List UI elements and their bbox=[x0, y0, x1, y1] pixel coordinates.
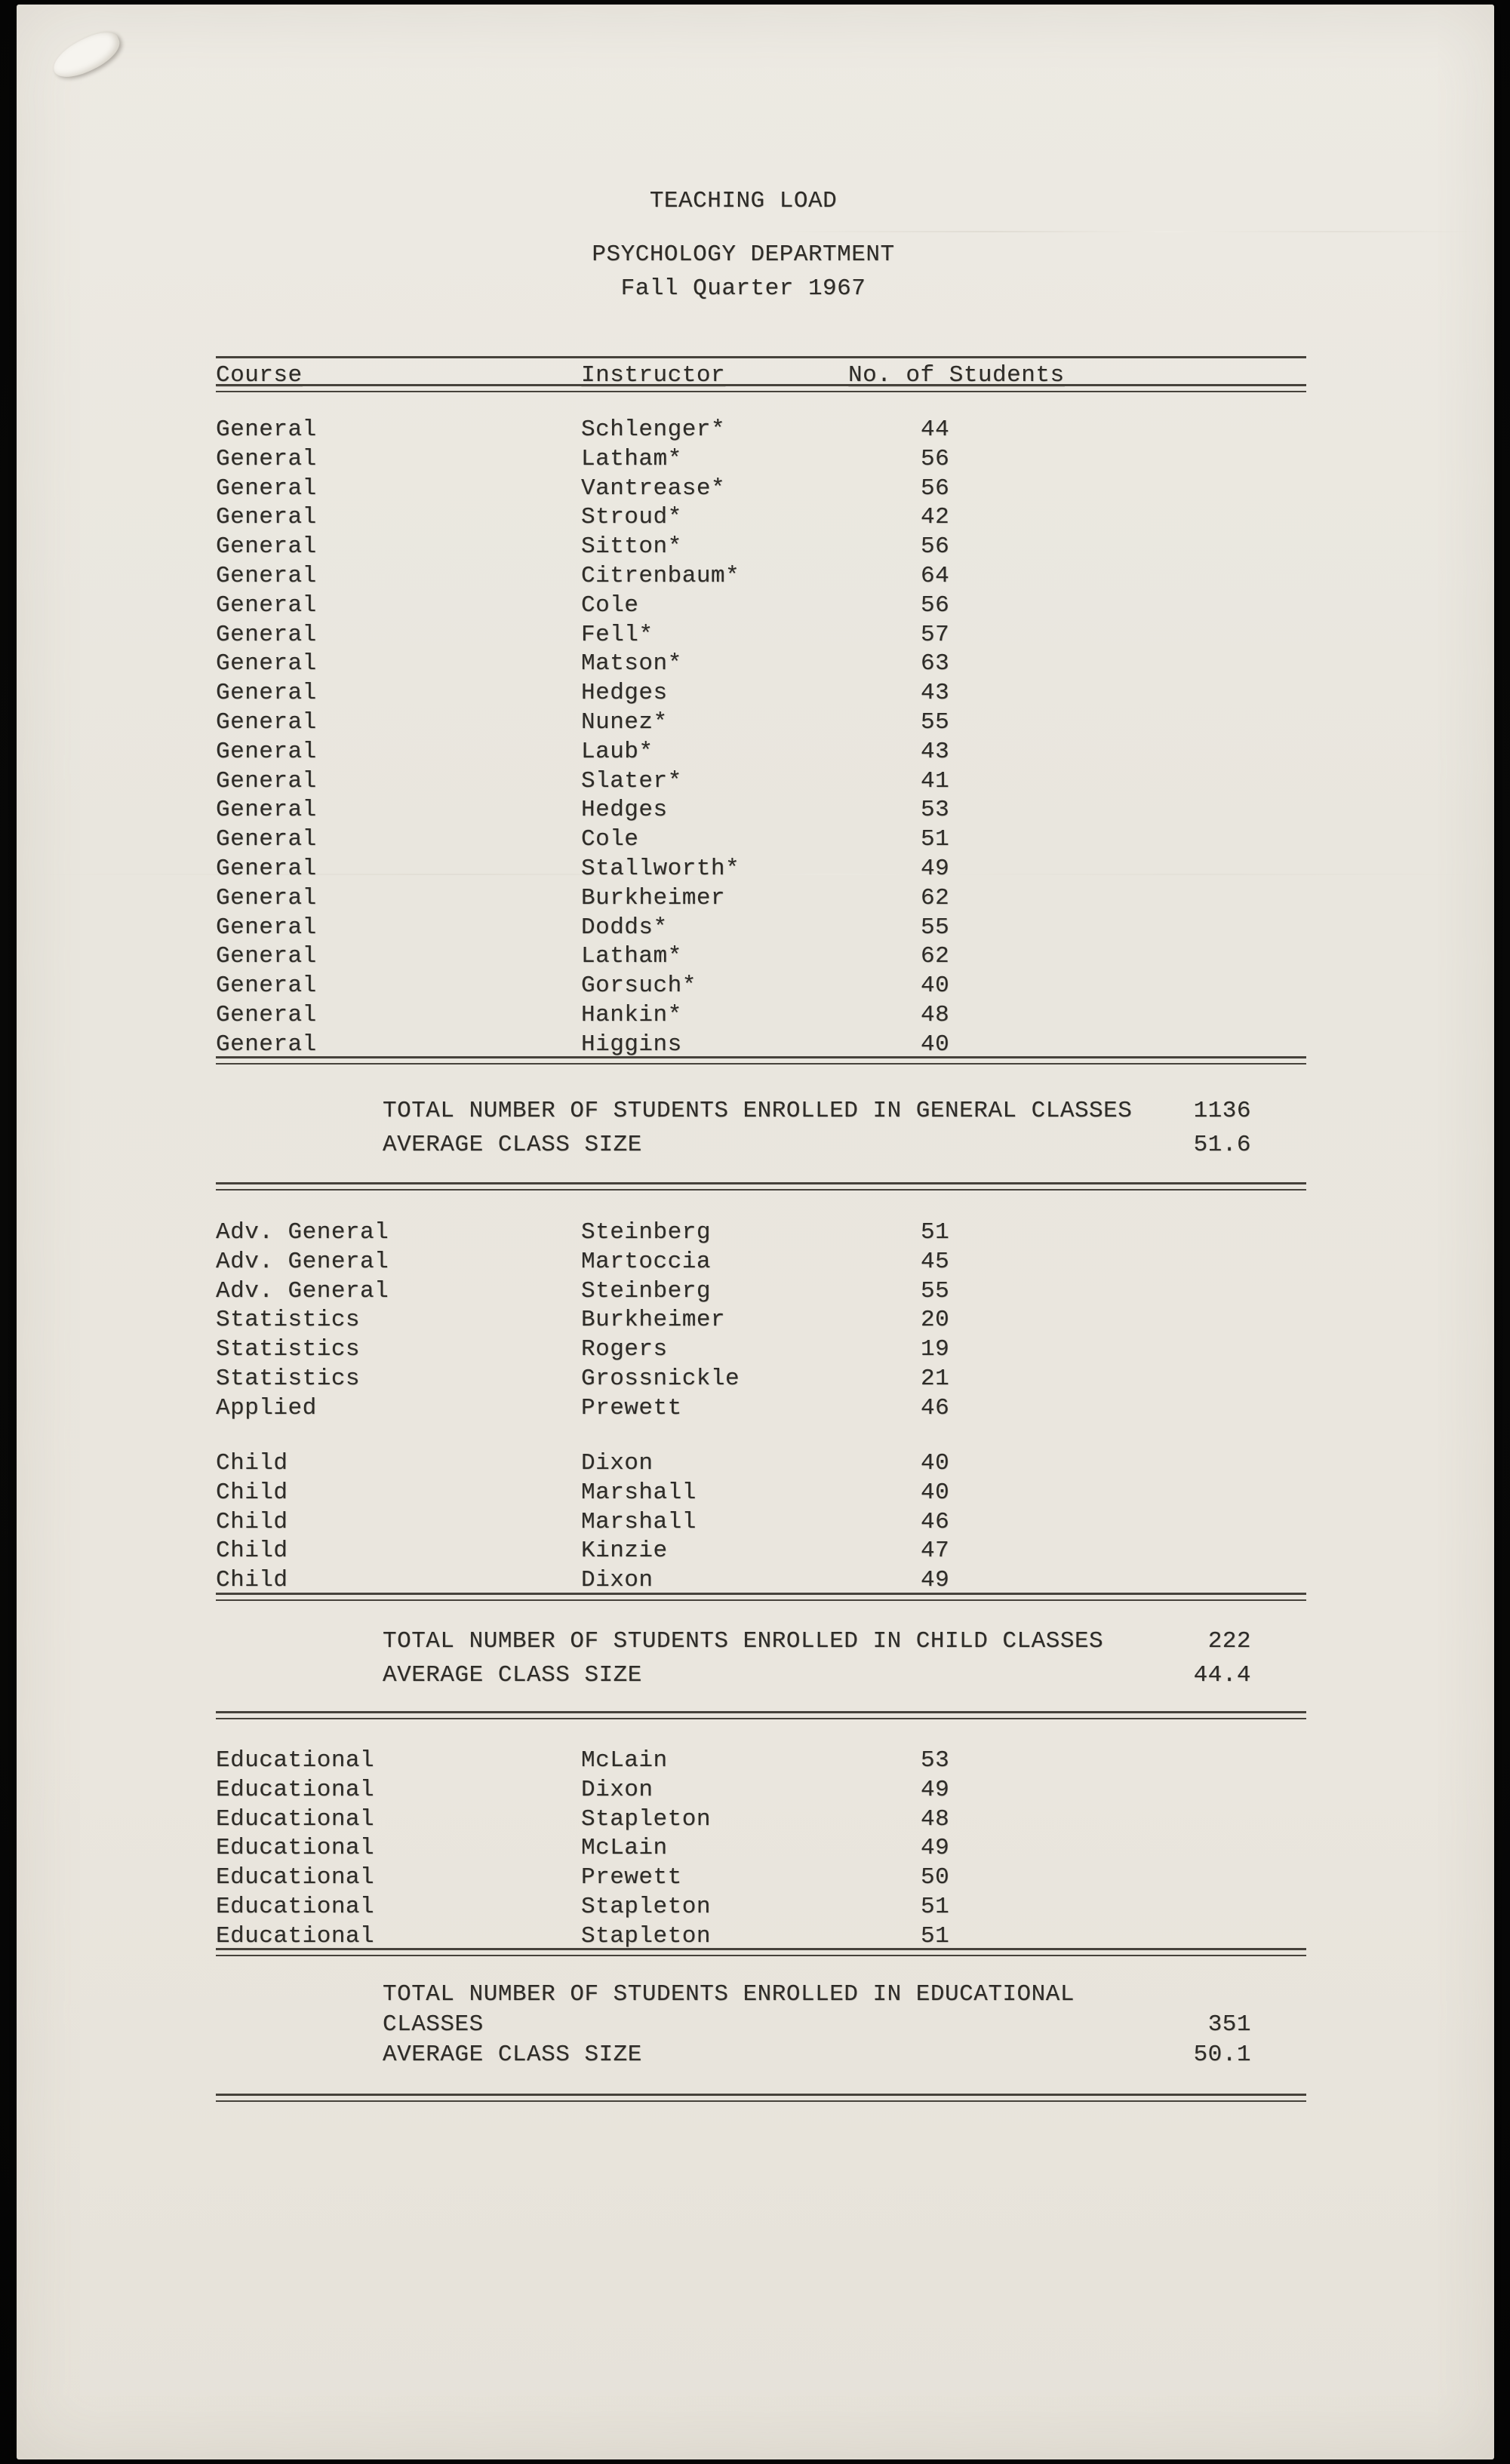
cell-instructor: Fell* bbox=[581, 621, 654, 648]
scan-artifact-corner bbox=[48, 26, 126, 84]
cell-course: General bbox=[216, 738, 317, 765]
table-row bbox=[216, 738, 1306, 767]
cell-instructor: Laub* bbox=[581, 738, 654, 765]
cell-instructor: Latham* bbox=[581, 445, 682, 472]
table-row bbox=[216, 475, 1306, 504]
summary-label: CLASSES bbox=[383, 2011, 484, 2038]
summary-label: TOTAL NUMBER OF STUDENTS ENROLLED IN GENERAL CLASSES bbox=[383, 1098, 1133, 1124]
cell-course: General bbox=[216, 562, 317, 589]
paper-crease bbox=[785, 231, 1479, 232]
table-row bbox=[216, 1805, 1306, 1835]
cell-students: 56 bbox=[921, 533, 950, 561]
cell-course: Educational bbox=[216, 1922, 375, 1949]
cell-students: 51 bbox=[921, 1922, 950, 1949]
cell-course: Educational bbox=[216, 1747, 375, 1774]
cell-course: General bbox=[216, 884, 317, 911]
summary-label: AVERAGE CLASS SIZE bbox=[383, 1132, 642, 1158]
cell-instructor: Steinberg bbox=[581, 1277, 711, 1304]
cell-instructor: Vantrease* bbox=[581, 475, 726, 502]
table-row bbox=[216, 1893, 1306, 1922]
cell-instructor: Martoccia bbox=[581, 1248, 711, 1275]
table-row bbox=[216, 416, 1306, 445]
cell-students: 55 bbox=[921, 1277, 950, 1304]
cell-students: 53 bbox=[921, 797, 950, 824]
table-row bbox=[216, 1248, 1306, 1277]
cell-course: Child bbox=[216, 1538, 288, 1565]
table-row bbox=[216, 650, 1306, 679]
cell-students: 44 bbox=[921, 416, 950, 443]
cell-students: 55 bbox=[921, 914, 950, 941]
cell-course: Child bbox=[216, 1508, 288, 1535]
rule-after-general bbox=[216, 1056, 1306, 1065]
cell-students: 42 bbox=[921, 504, 950, 531]
cell-students: 41 bbox=[921, 767, 950, 794]
cell-students: 45 bbox=[921, 1248, 950, 1275]
cell-course: General bbox=[216, 1001, 317, 1028]
cell-students: 63 bbox=[921, 650, 950, 677]
cell-instructor: Burkheimer bbox=[581, 884, 726, 911]
summary-line bbox=[383, 1980, 1311, 2010]
cell-instructor: Sitton* bbox=[581, 533, 682, 561]
cell-students: 46 bbox=[921, 1508, 950, 1535]
cell-instructor: Dixon bbox=[581, 1776, 654, 1803]
cell-instructor: Latham* bbox=[581, 943, 682, 970]
cell-students: 49 bbox=[921, 855, 950, 882]
cell-course: Child bbox=[216, 1567, 288, 1594]
cell-students: 51 bbox=[921, 1893, 950, 1920]
cell-course: General bbox=[216, 504, 317, 531]
cell-students: 43 bbox=[921, 680, 950, 707]
cell-students: 62 bbox=[921, 943, 950, 970]
cell-course: Educational bbox=[216, 1835, 375, 1862]
cell-course: Adv. General bbox=[216, 1248, 389, 1275]
document-page bbox=[17, 5, 1494, 2459]
cell-instructor: Citrenbaum* bbox=[581, 562, 740, 589]
table-row bbox=[216, 708, 1306, 738]
cell-students: 49 bbox=[921, 1776, 950, 1803]
cell-instructor: Dixon bbox=[581, 1450, 654, 1476]
rule-above-header bbox=[216, 356, 1306, 358]
table-row bbox=[216, 825, 1306, 855]
cell-students: 20 bbox=[921, 1307, 950, 1334]
cell-students: 51 bbox=[921, 826, 950, 853]
table-row bbox=[216, 1776, 1306, 1805]
cell-instructor: Stapleton bbox=[581, 1922, 711, 1949]
cell-instructor: Marshall bbox=[581, 1479, 697, 1506]
cell-course: General bbox=[216, 533, 317, 561]
cell-course: Adv. General bbox=[216, 1277, 389, 1304]
cell-course: Statistics bbox=[216, 1336, 361, 1363]
cell-instructor: Stallworth* bbox=[581, 855, 740, 882]
cell-course: General bbox=[216, 680, 317, 707]
cell-course: General bbox=[216, 708, 317, 736]
table-row bbox=[216, 1566, 1306, 1596]
cell-students: 49 bbox=[921, 1835, 950, 1862]
rule-after-educational bbox=[216, 1948, 1306, 1956]
table-row bbox=[216, 1747, 1306, 1776]
summary-label: AVERAGE CLASS SIZE bbox=[383, 2042, 642, 2068]
table-row bbox=[216, 533, 1306, 562]
cell-instructor: Steinberg bbox=[581, 1219, 711, 1246]
cell-instructor: Nunez* bbox=[581, 708, 668, 736]
header-instructor: Instructor bbox=[581, 362, 726, 389]
cell-course: Educational bbox=[216, 1805, 375, 1833]
cell-students: 50 bbox=[921, 1864, 950, 1891]
cell-instructor: Schlenger* bbox=[581, 416, 726, 443]
general-rows bbox=[216, 416, 1306, 1060]
cell-students: 56 bbox=[921, 475, 950, 502]
educational-rows bbox=[216, 1747, 1306, 1952]
cell-course: Educational bbox=[216, 1776, 375, 1803]
cell-course: General bbox=[216, 943, 317, 970]
quarter-line: Fall Quarter 1967 bbox=[620, 275, 866, 302]
cell-students: 21 bbox=[921, 1365, 950, 1392]
summary-line bbox=[383, 1128, 1311, 1162]
cell-students: 40 bbox=[921, 1450, 950, 1476]
cell-instructor: Cole bbox=[581, 826, 639, 853]
table-row bbox=[216, 884, 1306, 914]
cell-course: General bbox=[216, 416, 317, 443]
department-line: PSYCHOLOGY DEPARTMENT bbox=[592, 241, 895, 268]
cell-students: 40 bbox=[921, 1031, 950, 1058]
cell-students: 56 bbox=[921, 445, 950, 472]
table-row bbox=[216, 1449, 1306, 1479]
cell-course: Child bbox=[216, 1479, 288, 1506]
cell-instructor: Prewett bbox=[581, 1394, 682, 1421]
cell-instructor: Stapleton bbox=[581, 1805, 711, 1833]
cell-students: 64 bbox=[921, 562, 950, 589]
cell-instructor: Marshall bbox=[581, 1508, 697, 1535]
header-students: No. of Students bbox=[848, 362, 1065, 389]
cell-instructor: Grossnickle bbox=[581, 1365, 740, 1392]
table-row bbox=[216, 621, 1306, 650]
cell-instructor: Rogers bbox=[581, 1336, 668, 1363]
cell-course: General bbox=[216, 621, 317, 648]
cell-instructor: Hedges bbox=[581, 680, 668, 707]
rule-after-child bbox=[216, 1593, 1306, 1601]
cell-students: 19 bbox=[921, 1336, 950, 1363]
cell-course: Educational bbox=[216, 1864, 375, 1891]
table-row bbox=[216, 1365, 1306, 1394]
rule-after-general-summary bbox=[216, 1182, 1306, 1191]
cell-students: 47 bbox=[921, 1538, 950, 1565]
cell-instructor: Hedges bbox=[581, 797, 668, 824]
rule-below-header bbox=[216, 384, 1306, 392]
table-row bbox=[216, 1001, 1306, 1031]
table-row bbox=[216, 1834, 1306, 1863]
cell-instructor: Stapleton bbox=[581, 1893, 711, 1920]
cell-students: 53 bbox=[921, 1747, 950, 1774]
cell-instructor: Gorsuch* bbox=[581, 972, 697, 1000]
table-row bbox=[216, 796, 1306, 825]
table-row bbox=[216, 1479, 1306, 1508]
cell-instructor: McLain bbox=[581, 1747, 668, 1774]
child-rows bbox=[216, 1449, 1306, 1596]
child-summary bbox=[383, 1624, 1311, 1692]
cell-course: General bbox=[216, 826, 317, 853]
cell-course: General bbox=[216, 797, 317, 824]
cell-students: 62 bbox=[921, 884, 950, 911]
rule-after-child-summary bbox=[216, 1711, 1306, 1719]
table-row bbox=[216, 562, 1306, 591]
summary-label: TOTAL NUMBER OF STUDENTS ENROLLED IN EDUCATIONAL bbox=[383, 1981, 1075, 2008]
table-row bbox=[216, 1218, 1306, 1248]
cell-students: 49 bbox=[921, 1567, 950, 1594]
cell-instructor: Cole bbox=[581, 591, 639, 619]
advanced-statistics-applied-rows bbox=[216, 1218, 1306, 1424]
cell-instructor: Prewett bbox=[581, 1864, 682, 1891]
table-row bbox=[216, 1922, 1306, 1952]
cell-course: General bbox=[216, 1031, 317, 1058]
table-row bbox=[216, 1306, 1306, 1335]
cell-course: General bbox=[216, 914, 317, 941]
summary-line bbox=[383, 1624, 1311, 1658]
cell-students: 40 bbox=[921, 1479, 950, 1506]
cell-instructor: Kinzie bbox=[581, 1538, 668, 1565]
summary-value: 351 bbox=[1207, 2011, 1251, 2038]
table-row bbox=[216, 1537, 1306, 1566]
table-row bbox=[216, 679, 1306, 708]
cell-instructor: Burkheimer bbox=[581, 1307, 726, 1334]
cell-course: General bbox=[216, 855, 317, 882]
cell-instructor: Slater* bbox=[581, 767, 682, 794]
table-row bbox=[216, 942, 1306, 972]
table-row bbox=[216, 767, 1306, 797]
document-title: TEACHING LOAD bbox=[649, 188, 838, 214]
cell-instructor: Matson* bbox=[581, 650, 682, 677]
cell-course: Statistics bbox=[216, 1307, 361, 1334]
summary-label: AVERAGE CLASS SIZE bbox=[383, 1662, 642, 1688]
summary-label: TOTAL NUMBER OF STUDENTS ENROLLED IN CHILD CLASSES bbox=[383, 1628, 1104, 1654]
table-row bbox=[216, 1863, 1306, 1893]
summary-line bbox=[383, 1658, 1311, 1692]
cell-course: Statistics bbox=[216, 1365, 361, 1392]
table-row bbox=[216, 855, 1306, 884]
rule-bottom bbox=[216, 2094, 1306, 2102]
cell-students: 48 bbox=[921, 1805, 950, 1833]
cell-students: 51 bbox=[921, 1219, 950, 1246]
cell-course: General bbox=[216, 767, 317, 794]
cell-instructor: McLain bbox=[581, 1835, 668, 1862]
cell-instructor: Higgins bbox=[581, 1031, 682, 1058]
table-row bbox=[216, 503, 1306, 533]
cell-students: 48 bbox=[921, 1001, 950, 1028]
table-row bbox=[216, 1031, 1306, 1060]
table-row bbox=[216, 1394, 1306, 1424]
cell-students: 40 bbox=[921, 972, 950, 1000]
table-row bbox=[216, 914, 1306, 943]
summary-line bbox=[383, 2010, 1311, 2040]
summary-value: 1136 bbox=[1193, 1098, 1251, 1124]
table-row bbox=[216, 1277, 1306, 1307]
summary-value: 222 bbox=[1207, 1628, 1251, 1654]
table-row bbox=[216, 445, 1306, 475]
cell-course: Educational bbox=[216, 1893, 375, 1920]
cell-course: General bbox=[216, 650, 317, 677]
cell-students: 46 bbox=[921, 1394, 950, 1421]
general-summary bbox=[383, 1094, 1311, 1162]
summary-value: 50.1 bbox=[1193, 2042, 1251, 2068]
cell-instructor: Dixon bbox=[581, 1567, 654, 1594]
cell-course: General bbox=[216, 972, 317, 1000]
table-row bbox=[216, 591, 1306, 621]
cell-students: 56 bbox=[921, 591, 950, 619]
header-course: Course bbox=[216, 362, 303, 389]
summary-line bbox=[383, 1094, 1311, 1128]
educational-summary bbox=[383, 1980, 1311, 2070]
summary-value: 44.4 bbox=[1193, 1662, 1251, 1688]
cell-course: Applied bbox=[216, 1394, 317, 1421]
cell-students: 55 bbox=[921, 708, 950, 736]
summary-value: 51.6 bbox=[1193, 1132, 1251, 1158]
table-row bbox=[216, 972, 1306, 1001]
table-row bbox=[216, 1508, 1306, 1538]
cell-course: General bbox=[216, 591, 317, 619]
table-row bbox=[216, 1335, 1306, 1365]
cell-instructor: Dodds* bbox=[581, 914, 668, 941]
cell-instructor: Stroud* bbox=[581, 504, 682, 531]
cell-course: Child bbox=[216, 1450, 288, 1476]
cell-students: 43 bbox=[921, 738, 950, 765]
cell-course: Adv. General bbox=[216, 1219, 389, 1246]
cell-course: General bbox=[216, 445, 317, 472]
cell-students: 57 bbox=[921, 621, 950, 648]
cell-instructor: Hankin* bbox=[581, 1001, 682, 1028]
summary-line bbox=[383, 2040, 1311, 2070]
cell-course: General bbox=[216, 475, 317, 502]
